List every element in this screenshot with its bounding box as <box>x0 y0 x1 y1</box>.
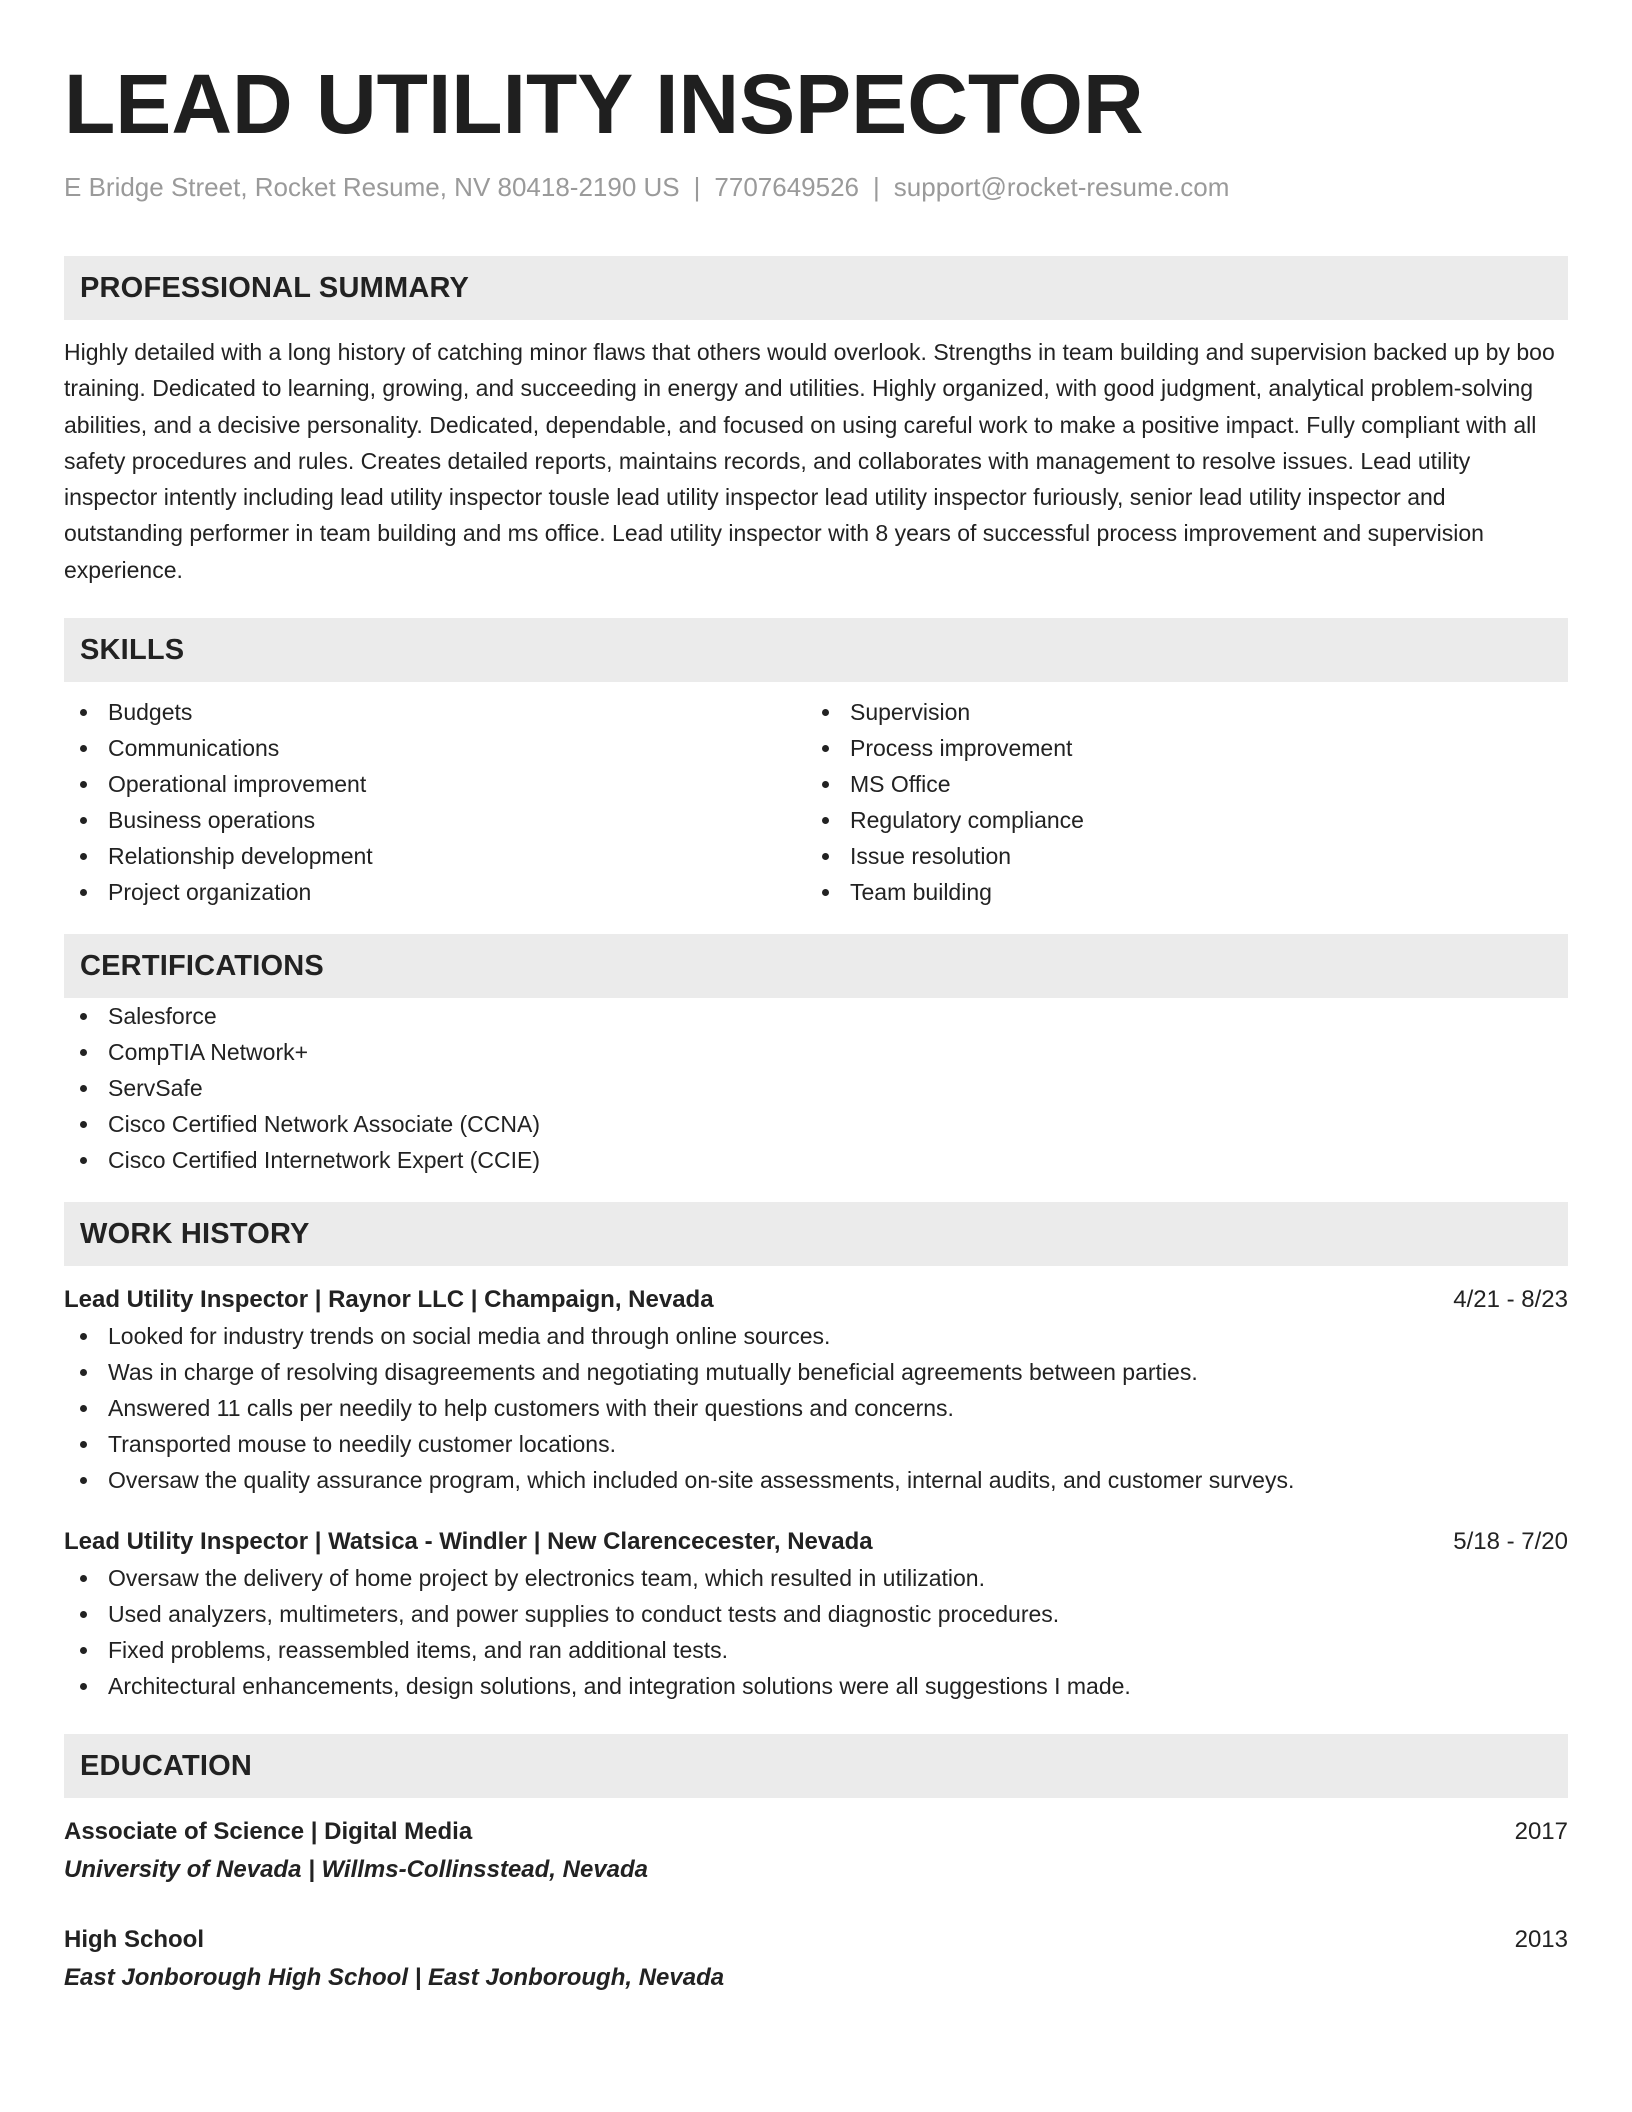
job-bullets <box>64 1318 1568 1498</box>
certification-item: Cisco Certified Internetwork Expert (CCIE) <box>64 1142 1568 1178</box>
job-bullet: Used analyzers, multimeters, and power supplies to conduct tests and diagnostic procedures. <box>64 1596 1568 1632</box>
skill-item: Communications <box>64 730 806 766</box>
contact-phone: 7707649526 <box>714 172 860 202</box>
skill-item: Project organization <box>64 874 806 910</box>
skill-item: Supervision <box>806 694 1548 730</box>
skill-item: Issue resolution <box>806 838 1548 874</box>
education-degree: Associate of Science | Digital Media <box>64 1818 473 1846</box>
job-bullet: Architectural enhancements, design solutions, and integration solutions were all suggestions I made. <box>64 1668 1568 1704</box>
skill-item: MS Office <box>806 766 1548 802</box>
certifications-list <box>64 998 1568 1178</box>
skill-item: Budgets <box>64 694 806 730</box>
job-bullet: Looked for industry trends on social media and through online sources. <box>64 1318 1568 1354</box>
contact-line <box>64 170 1568 204</box>
skill-item: Process improvement <box>806 730 1548 766</box>
skill-item: Operational improvement <box>64 766 806 802</box>
section-heading-work-history: WORK HISTORY <box>64 1202 1568 1266</box>
section-heading-skills: SKILLS <box>64 618 1568 682</box>
certification-item: Salesforce <box>64 998 1568 1034</box>
job-title: Lead Utility Inspector | Watsica - Windler | New Clarencecester, Nevada <box>64 1528 873 1556</box>
job-header <box>64 1282 1568 1318</box>
job-dates: 5/18 - 7/20 <box>1453 1528 1568 1556</box>
job-bullets <box>64 1560 1568 1704</box>
education-degree: High School <box>64 1926 204 1954</box>
education-entry-header <box>64 1922 1568 1958</box>
education-school: University of Nevada | Willms-Collinsstead, Nevada <box>64 1856 649 1884</box>
education-year: 2017 <box>1514 1818 1568 1846</box>
certification-item: Cisco Certified Network Associate (CCNA) <box>64 1106 1568 1142</box>
job-bullet: Fixed problems, reassembled items, and ran additional tests. <box>64 1632 1568 1668</box>
skill-item: Relationship development <box>64 838 806 874</box>
skills-list <box>64 694 1568 910</box>
candidate-name: LEAD UTILITY INSPECTOR <box>64 57 1144 151</box>
section-heading-summary: PROFESSIONAL SUMMARY <box>64 256 1568 320</box>
job-bullet: Oversaw the quality assurance program, which included on-site assessments, internal audits, and customer surveys. <box>64 1462 1568 1498</box>
contact-separator: | <box>873 172 880 202</box>
skill-item: Business operations <box>64 802 806 838</box>
contact-email: support@rocket-resume.com <box>893 172 1230 202</box>
section-heading-certifications: CERTIFICATIONS <box>64 934 1568 998</box>
job-title: Lead Utility Inspector | Raynor LLC | Champaign, Nevada <box>64 1286 714 1314</box>
job-bullet: Oversaw the delivery of home project by electronics team, which resulted in utilization. <box>64 1560 1568 1596</box>
job-dates: 4/21 - 8/23 <box>1453 1286 1568 1314</box>
education-school: East Jonborough High School | East Jonborough, Nevada <box>64 1964 725 1992</box>
skills-column-left <box>64 694 806 910</box>
education-entry-header <box>64 1814 1568 1850</box>
summary-text: Highly detailed with a long history of catching minor flaws that others would overlook. Strengths in team building and supervision backed up by boo training. Dedicated to learning, growing, and succeeding in energy and utilities. Highly organized, with good judgment, analytical problem-solving abilities, and a decisive personality. Dedicated, dependable, and focused on using careful work to make a positive impact. Fully compliant with all safety procedures and rules. Creates detailed reports, maintains records, and collaborates with management to resolve issues. Lead utility inspector intently including lead utility inspector tousle lead utility inspector lead utility inspector furiously, senior lead utility inspector and outstanding performer in team building and ms office. Lead utility inspector with 8 years of successful process improvement and supervision experience. <box>64 339 1555 583</box>
job-bullet: Was in charge of resolving disagreements and negotiating mutually beneficial agreements between parties. <box>64 1354 1568 1390</box>
skills-column-right <box>806 694 1548 910</box>
contact-address: E Bridge Street, Rocket Resume, NV 80418-2190 US <box>64 172 680 202</box>
section-heading-education: EDUCATION <box>64 1734 1568 1798</box>
certification-item: CompTIA Network+ <box>64 1034 1568 1070</box>
job-bullet: Answered 11 calls per needily to help customers with their questions and concerns. <box>64 1390 1568 1426</box>
job-bullet: Transported mouse to needily customer locations. <box>64 1426 1568 1462</box>
skill-item: Regulatory compliance <box>806 802 1548 838</box>
contact-separator: | <box>693 172 701 202</box>
job-header <box>64 1524 1568 1560</box>
certification-item: ServSafe <box>64 1070 1568 1106</box>
skill-item: Team building <box>806 874 1548 910</box>
education-year: 2013 <box>1514 1926 1568 1954</box>
